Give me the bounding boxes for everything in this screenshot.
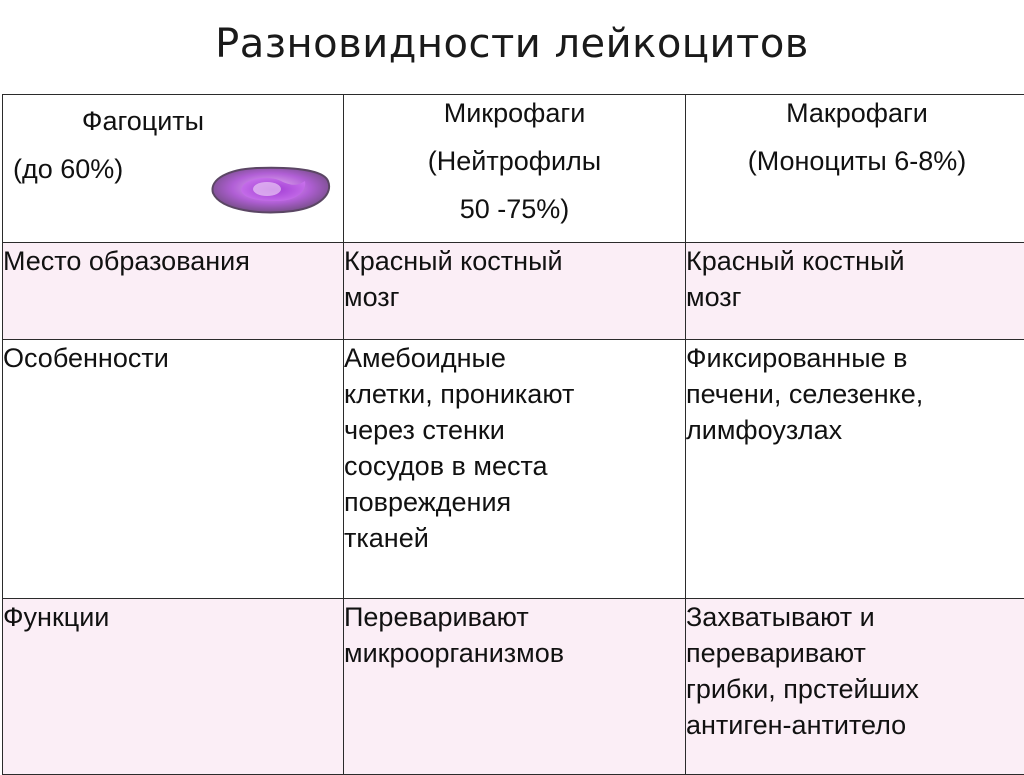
header-phagocytes-percent: (до 60%) [3,151,343,187]
cell-text-line: Фиксированные в [686,340,1024,376]
header-microphages [344,95,686,243]
row-label: Особенности [3,340,344,599]
cell-text-line: Амебоидные [344,340,685,376]
row-label: Функции [3,599,344,775]
header-microphages-title: Микрофаги [344,95,685,131]
table-row [3,340,1024,599]
cell-text-line: лимфоузлах [686,412,1024,448]
cell-text-line: грибки, прстейших [686,671,1024,707]
micro-cell [344,243,686,340]
header-phagocytes [3,95,344,243]
table-header-row [3,95,1024,243]
cell-text-line: Красный костный [344,243,685,279]
cell-text-line: мозг [686,279,1024,315]
leukocyte-table [2,94,1024,775]
table-row [3,599,1024,775]
row-label: Место образования [3,243,344,340]
header-macrophages-subtitle: (Моноциты 6-8%) [686,143,1024,179]
micro-cell [344,599,686,775]
cell-text-line: Переваривают [344,599,685,635]
table-row [3,243,1024,340]
cell-text-line: повреждения [344,484,685,520]
cell-text-line: Красный костный [686,243,1024,279]
cell-text-line: печени, селезенке, [686,376,1024,412]
cell-text-line: Захватывают и [686,599,1024,635]
cell-text-line: мозг [344,279,685,315]
macro-cell [686,340,1024,599]
cell-text-line: антиген-антитело [686,707,1024,743]
header-microphages-percent: 50 -75%) [344,191,685,227]
cell-text-line: микроорганизмов [344,635,685,671]
page-title: Разновидности лейкоцитов [0,0,1024,88]
macro-cell [686,599,1024,775]
macro-cell [686,243,1024,340]
cell-text-line: тканей [344,520,685,556]
header-microphages-subtitle: (Нейтрофилы [344,143,685,179]
cell-text-line: через стенки [344,412,685,448]
cell-text-line: переваривают [686,635,1024,671]
header-phagocytes-title: Фагоциты [3,103,343,139]
cell-text-line: клетки, проникают [344,376,685,412]
header-macrophages-title: Макрофаги [686,95,1024,131]
micro-cell [344,340,686,599]
cell-text-line: сосудов в места [344,448,685,484]
header-macrophages [686,95,1024,243]
leukocyte-cell-image [207,163,331,215]
